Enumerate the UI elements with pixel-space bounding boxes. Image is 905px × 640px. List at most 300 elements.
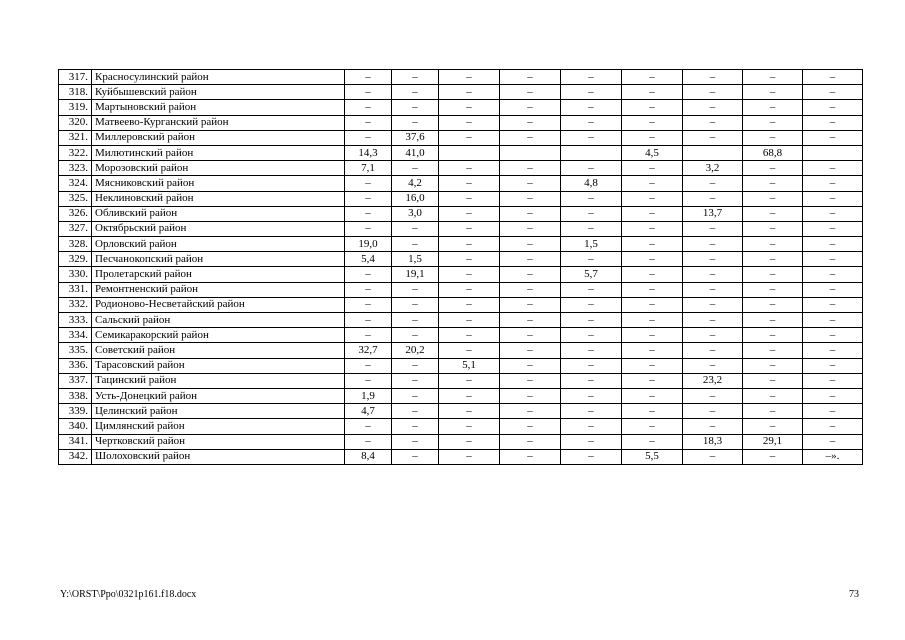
value-cell: – — [500, 434, 561, 449]
value-cell: – — [803, 404, 863, 419]
value-cell: – — [743, 449, 803, 464]
value-cell: 1,5 — [561, 237, 622, 252]
value-cell: – — [500, 161, 561, 176]
row-number: 337. — [59, 373, 92, 388]
value-cell: – — [743, 388, 803, 403]
value-cell: – — [561, 313, 622, 328]
value-cell: – — [683, 130, 743, 145]
table-row — [59, 237, 863, 252]
value-cell: – — [561, 358, 622, 373]
value-cell: – — [743, 85, 803, 100]
value-cell: 5,4 — [345, 252, 392, 267]
value-cell: – — [803, 221, 863, 236]
value-cell: –». — [803, 449, 863, 464]
value-cell: – — [345, 282, 392, 297]
value-cell: – — [345, 206, 392, 221]
value-cell: – — [392, 70, 439, 85]
district-name: Пролетарский район — [92, 267, 345, 282]
value-cell: – — [500, 373, 561, 388]
value-cell: 29,1 — [743, 434, 803, 449]
value-cell: – — [561, 449, 622, 464]
value-cell: – — [743, 358, 803, 373]
row-number: 323. — [59, 161, 92, 176]
table-row — [59, 297, 863, 312]
value-cell: – — [439, 404, 500, 419]
value-cell: – — [683, 85, 743, 100]
value-cell: – — [392, 237, 439, 252]
value-cell: 41,0 — [392, 145, 439, 160]
value-cell: – — [345, 115, 392, 130]
value-cell: – — [392, 282, 439, 297]
value-cell: – — [345, 358, 392, 373]
value-cell: – — [439, 70, 500, 85]
page-number: 73 — [849, 589, 859, 600]
footer-file-path: Y:\ORST\Ppo\0321p161.f18.docx — [60, 589, 197, 600]
value-cell: – — [743, 419, 803, 434]
value-cell: – — [743, 313, 803, 328]
district-name: Семикаракорский район — [92, 328, 345, 343]
row-number: 331. — [59, 282, 92, 297]
value-cell: – — [803, 358, 863, 373]
value-cell: – — [439, 206, 500, 221]
value-cell: – — [439, 237, 500, 252]
value-cell: – — [683, 328, 743, 343]
value-cell: – — [683, 282, 743, 297]
table-row — [59, 191, 863, 206]
district-name: Усть-Донецкий район — [92, 388, 345, 403]
value-cell: – — [561, 206, 622, 221]
value-cell: – — [803, 297, 863, 312]
table-row — [59, 419, 863, 434]
value-cell: – — [743, 267, 803, 282]
value-cell: – — [622, 115, 683, 130]
value-cell: – — [743, 176, 803, 191]
value-cell: – — [439, 115, 500, 130]
value-cell — [500, 145, 561, 160]
value-cell: – — [683, 449, 743, 464]
row-number: 338. — [59, 388, 92, 403]
value-cell: – — [439, 388, 500, 403]
value-cell: – — [500, 100, 561, 115]
value-cell: – — [500, 297, 561, 312]
value-cell: – — [345, 313, 392, 328]
value-cell: – — [803, 161, 863, 176]
district-name: Сальский район — [92, 313, 345, 328]
row-number: 319. — [59, 100, 92, 115]
value-cell: 19,1 — [392, 267, 439, 282]
value-cell: – — [500, 267, 561, 282]
value-cell: – — [683, 221, 743, 236]
value-cell: – — [683, 404, 743, 419]
value-cell: – — [622, 358, 683, 373]
table-row — [59, 343, 863, 358]
table-row — [59, 115, 863, 130]
value-cell: 19,0 — [345, 237, 392, 252]
value-cell: – — [803, 176, 863, 191]
district-table — [58, 69, 863, 465]
value-cell: – — [345, 434, 392, 449]
district-name: Морозовский район — [92, 161, 345, 176]
district-name: Советский район — [92, 343, 345, 358]
value-cell: – — [392, 358, 439, 373]
value-cell: – — [439, 267, 500, 282]
value-cell: – — [622, 252, 683, 267]
value-cell: – — [561, 100, 622, 115]
district-name: Матвеево-Курганский район — [92, 115, 345, 130]
row-number: 318. — [59, 85, 92, 100]
value-cell: – — [622, 313, 683, 328]
value-cell: – — [743, 404, 803, 419]
value-cell: – — [561, 282, 622, 297]
value-cell: – — [743, 115, 803, 130]
table-row — [59, 206, 863, 221]
value-cell: – — [803, 115, 863, 130]
value-cell: – — [439, 343, 500, 358]
value-cell: – — [439, 313, 500, 328]
district-name: Куйбышевский район — [92, 85, 345, 100]
value-cell: – — [561, 191, 622, 206]
value-cell: – — [683, 297, 743, 312]
value-cell: – — [803, 282, 863, 297]
table-row — [59, 404, 863, 419]
value-cell: – — [622, 237, 683, 252]
value-cell: – — [622, 343, 683, 358]
value-cell: – — [743, 70, 803, 85]
value-cell: – — [561, 70, 622, 85]
row-number: 332. — [59, 297, 92, 312]
value-cell: – — [622, 267, 683, 282]
value-cell: – — [683, 358, 743, 373]
value-cell: – — [439, 161, 500, 176]
value-cell: – — [743, 191, 803, 206]
value-cell: – — [683, 191, 743, 206]
district-name: Песчанокопский район — [92, 252, 345, 267]
row-number: 336. — [59, 358, 92, 373]
value-cell: – — [439, 130, 500, 145]
table-row — [59, 145, 863, 160]
value-cell: – — [803, 419, 863, 434]
value-cell: – — [622, 221, 683, 236]
district-name: Мартыновский район — [92, 100, 345, 115]
district-name: Милютинский район — [92, 145, 345, 160]
value-cell: – — [803, 130, 863, 145]
district-name: Родионово-Несветайский район — [92, 297, 345, 312]
value-cell: – — [561, 297, 622, 312]
value-cell: – — [500, 419, 561, 434]
table-row — [59, 100, 863, 115]
value-cell: 8,4 — [345, 449, 392, 464]
row-number: 320. — [59, 115, 92, 130]
value-cell: – — [392, 115, 439, 130]
table-row — [59, 434, 863, 449]
value-cell: – — [561, 328, 622, 343]
value-cell: – — [622, 282, 683, 297]
district-name: Красносулинский район — [92, 70, 345, 85]
district-name: Мясниковский район — [92, 176, 345, 191]
value-cell: – — [500, 449, 561, 464]
value-cell: – — [500, 191, 561, 206]
value-cell: – — [500, 328, 561, 343]
value-cell: – — [803, 191, 863, 206]
table-row — [59, 176, 863, 191]
value-cell: – — [803, 343, 863, 358]
table-row — [59, 388, 863, 403]
value-cell: – — [439, 419, 500, 434]
value-cell: – — [345, 373, 392, 388]
value-cell: – — [561, 85, 622, 100]
table-row — [59, 313, 863, 328]
value-cell: – — [803, 237, 863, 252]
district-name: Чертковский район — [92, 434, 345, 449]
table-row — [59, 252, 863, 267]
row-number: 327. — [59, 221, 92, 236]
value-cell: – — [683, 100, 743, 115]
value-cell: – — [803, 70, 863, 85]
district-name: Цимлянский район — [92, 419, 345, 434]
value-cell: – — [803, 85, 863, 100]
value-cell: – — [803, 252, 863, 267]
value-cell: – — [622, 419, 683, 434]
district-name: Обливский район — [92, 206, 345, 221]
value-cell: – — [622, 191, 683, 206]
value-cell: 4,5 — [622, 145, 683, 160]
value-cell: – — [392, 388, 439, 403]
value-cell — [803, 145, 863, 160]
value-cell: – — [439, 100, 500, 115]
value-cell: – — [803, 206, 863, 221]
value-cell: – — [561, 221, 622, 236]
value-cell: 68,8 — [743, 145, 803, 160]
value-cell: – — [743, 343, 803, 358]
value-cell: – — [439, 221, 500, 236]
district-name: Тарасовский район — [92, 358, 345, 373]
row-number: 317. — [59, 70, 92, 85]
value-cell: – — [743, 206, 803, 221]
value-cell: – — [439, 282, 500, 297]
value-cell: 13,7 — [683, 206, 743, 221]
value-cell: – — [345, 100, 392, 115]
value-cell: – — [439, 449, 500, 464]
row-number: 340. — [59, 419, 92, 434]
row-number: 325. — [59, 191, 92, 206]
table-row — [59, 373, 863, 388]
value-cell: – — [561, 404, 622, 419]
row-number: 334. — [59, 328, 92, 343]
value-cell: – — [439, 297, 500, 312]
value-cell: – — [392, 161, 439, 176]
row-number: 322. — [59, 145, 92, 160]
district-name: Целинский район — [92, 404, 345, 419]
value-cell: – — [345, 297, 392, 312]
value-cell: 4,2 — [392, 176, 439, 191]
value-cell: – — [622, 328, 683, 343]
value-cell — [683, 145, 743, 160]
value-cell: 3,2 — [683, 161, 743, 176]
value-cell: 4,7 — [345, 404, 392, 419]
value-cell: – — [803, 313, 863, 328]
value-cell: – — [345, 176, 392, 191]
value-cell: – — [439, 328, 500, 343]
value-cell: – — [622, 373, 683, 388]
row-number: 335. — [59, 343, 92, 358]
value-cell: – — [500, 130, 561, 145]
value-cell: 18,3 — [683, 434, 743, 449]
value-cell: – — [439, 434, 500, 449]
row-number: 326. — [59, 206, 92, 221]
value-cell: – — [683, 252, 743, 267]
value-cell: – — [622, 434, 683, 449]
row-number: 324. — [59, 176, 92, 191]
value-cell: – — [500, 70, 561, 85]
value-cell: – — [683, 419, 743, 434]
value-cell: 16,0 — [392, 191, 439, 206]
value-cell: – — [803, 100, 863, 115]
value-cell: – — [345, 85, 392, 100]
value-cell: – — [743, 237, 803, 252]
value-cell: – — [392, 434, 439, 449]
value-cell: 20,2 — [392, 343, 439, 358]
table-row — [59, 70, 863, 85]
row-number: 328. — [59, 237, 92, 252]
value-cell: – — [392, 297, 439, 312]
value-cell: – — [743, 328, 803, 343]
value-cell: – — [803, 388, 863, 403]
value-cell: – — [803, 434, 863, 449]
value-cell: 23,2 — [683, 373, 743, 388]
value-cell: – — [439, 373, 500, 388]
value-cell: – — [683, 343, 743, 358]
value-cell: – — [392, 313, 439, 328]
value-cell: – — [345, 419, 392, 434]
value-cell: – — [683, 313, 743, 328]
value-cell: – — [500, 206, 561, 221]
table-row — [59, 449, 863, 464]
value-cell: – — [439, 176, 500, 191]
district-name: Шолоховский район — [92, 449, 345, 464]
value-cell: 37,6 — [392, 130, 439, 145]
row-number: 339. — [59, 404, 92, 419]
value-cell: – — [345, 267, 392, 282]
value-cell: – — [345, 70, 392, 85]
value-cell: – — [392, 419, 439, 434]
value-cell: – — [392, 85, 439, 100]
value-cell: – — [743, 282, 803, 297]
value-cell: – — [345, 221, 392, 236]
value-cell: 5,1 — [439, 358, 500, 373]
value-cell: – — [743, 221, 803, 236]
row-number: 330. — [59, 267, 92, 282]
district-name: Неклиновский район — [92, 191, 345, 206]
value-cell: – — [345, 328, 392, 343]
district-name: Тацинский район — [92, 373, 345, 388]
value-cell: – — [561, 388, 622, 403]
value-cell: – — [500, 237, 561, 252]
value-cell: – — [743, 373, 803, 388]
value-cell: – — [683, 176, 743, 191]
value-cell: – — [500, 358, 561, 373]
value-cell: – — [622, 70, 683, 85]
value-cell: – — [561, 343, 622, 358]
value-cell: – — [683, 70, 743, 85]
value-cell: – — [392, 328, 439, 343]
value-cell: – — [622, 100, 683, 115]
value-cell: – — [622, 388, 683, 403]
value-cell: – — [345, 130, 392, 145]
table-row — [59, 130, 863, 145]
value-cell: 1,9 — [345, 388, 392, 403]
value-cell: – — [345, 191, 392, 206]
value-cell: – — [561, 161, 622, 176]
value-cell: – — [392, 373, 439, 388]
value-cell: – — [500, 343, 561, 358]
value-cell — [561, 145, 622, 160]
value-cell: – — [561, 130, 622, 145]
table-row — [59, 161, 863, 176]
value-cell: – — [683, 388, 743, 403]
value-cell: 32,7 — [345, 343, 392, 358]
value-cell: – — [803, 373, 863, 388]
value-cell: – — [743, 252, 803, 267]
table-row — [59, 267, 863, 282]
value-cell: – — [803, 267, 863, 282]
table-row — [59, 358, 863, 373]
value-cell: – — [392, 100, 439, 115]
value-cell: – — [743, 100, 803, 115]
value-cell: – — [500, 388, 561, 403]
value-cell: 3,0 — [392, 206, 439, 221]
value-cell: – — [622, 130, 683, 145]
value-cell: – — [743, 161, 803, 176]
table-row — [59, 221, 863, 236]
value-cell: – — [500, 252, 561, 267]
district-name: Октябрьский район — [92, 221, 345, 236]
value-cell: 4,8 — [561, 176, 622, 191]
value-cell: – — [392, 449, 439, 464]
value-cell: 14,3 — [345, 145, 392, 160]
value-cell: – — [500, 85, 561, 100]
value-cell: – — [500, 221, 561, 236]
value-cell: – — [743, 130, 803, 145]
district-name: Орловский район — [92, 237, 345, 252]
value-cell: – — [561, 419, 622, 434]
value-cell: – — [622, 297, 683, 312]
value-cell: – — [561, 252, 622, 267]
table-row — [59, 328, 863, 343]
value-cell: – — [500, 313, 561, 328]
value-cell: – — [500, 404, 561, 419]
value-cell: – — [622, 206, 683, 221]
value-cell: – — [683, 115, 743, 130]
value-cell: – — [683, 237, 743, 252]
value-cell: – — [561, 115, 622, 130]
row-number: 341. — [59, 434, 92, 449]
value-cell: 7,1 — [345, 161, 392, 176]
row-number: 333. — [59, 313, 92, 328]
value-cell: – — [439, 191, 500, 206]
value-cell: – — [439, 252, 500, 267]
value-cell: – — [803, 328, 863, 343]
row-number: 321. — [59, 130, 92, 145]
value-cell: 1,5 — [392, 252, 439, 267]
value-cell: – — [743, 297, 803, 312]
value-cell: – — [561, 373, 622, 388]
district-name: Ремонтненский район — [92, 282, 345, 297]
table-row — [59, 85, 863, 100]
value-cell: – — [500, 176, 561, 191]
value-cell — [439, 145, 500, 160]
value-cell: – — [392, 221, 439, 236]
table-row — [59, 282, 863, 297]
